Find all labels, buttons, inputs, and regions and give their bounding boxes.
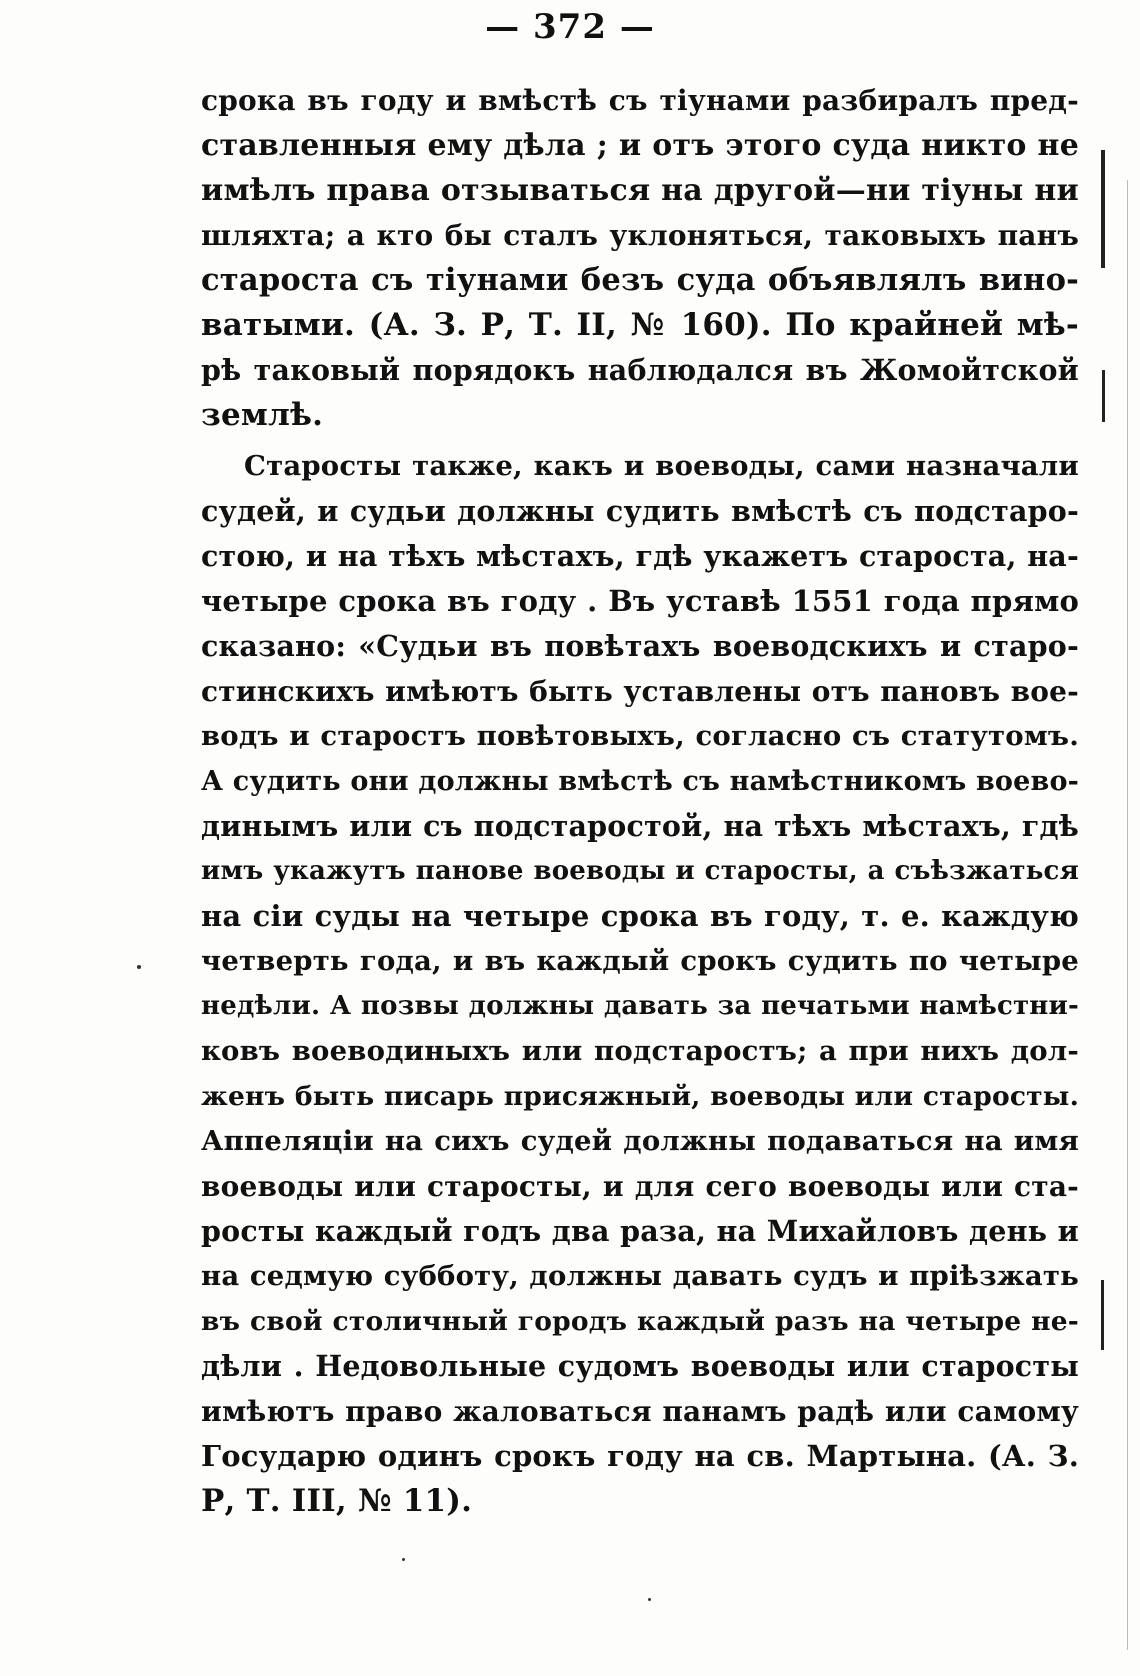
text-line: росты каждый годъ два раза, на Михайловъ день и (201, 1214, 1079, 1248)
margin-rule (1101, 150, 1105, 268)
text-line: сказано: «Судьи въ повѣтахъ воеводскихъ и старо- (201, 629, 1079, 663)
text-line: шляхта; а кто бы сталъ уклоняться, таковыхъ панъ (201, 219, 1079, 252)
text-line: Старосты также, какъ и воеводы, сами назначали (244, 450, 1079, 482)
text-line: въ свой столичный городъ каждый разъ на четыре не- (201, 1306, 1079, 1337)
text-line: ковъ воеводиныхъ или подстаростъ; а при нихъ дол- (201, 1035, 1079, 1067)
text-line: имѣютъ право жаловаться панамъ радѣ или самому (201, 1395, 1079, 1428)
text-line: староста съ тіунами безъ суда объявлялъ вино- (201, 262, 1079, 298)
text-line: имъ укажутъ панове воеводы и старосты, а съѣзжаться (201, 856, 1079, 886)
text-line: на седмую субботу, должны давать судъ и пріѣзжать (201, 1260, 1079, 1292)
margin-rule (1101, 1280, 1104, 1350)
text-line: четверть года, и въ каждый срокъ судить по четыре (201, 945, 1079, 977)
text-line: имѣлъ права отзываться на другой—ни тіуны ни (201, 173, 1079, 208)
text-line: ватыми. (А. З. Р, Т. II, № 160). По крайней мѣ- (201, 307, 1079, 343)
page-number: — 372 — (485, 7, 655, 47)
text-line: дѣли . Недовольные судомъ воеводы или старосты (201, 1349, 1079, 1383)
text-line: ставленныя ему дѣла ; и отъ этого суда никто не (201, 128, 1079, 163)
body-text (201, 78, 1079, 1524)
text-line: на сіи суды на четыре срока въ году, т. е. каждую (201, 899, 1079, 933)
scan-speck (402, 1558, 405, 1561)
margin-rule (1102, 370, 1105, 422)
text-line: судей, и судьи должны судить вмѣстѣ съ подстаро- (201, 494, 1079, 528)
margin-rule (1127, 180, 1128, 1650)
text-line: срока въ году и вмѣстѣ съ тіунами разбиралъ пред- (201, 84, 1079, 117)
text-line: недѣли. А позвы должны давать за печатьми намѣстни- (201, 991, 1079, 1021)
text-line: землѣ. (201, 397, 324, 433)
scan-speck (648, 1598, 651, 1601)
text-line: женъ быть писарь присяжный, воеводы или старосты. (201, 1081, 1079, 1112)
text-line: Аппеляціи на сихъ судей должны подаваться на имя (201, 1125, 1079, 1157)
text-line: Государю одинъ срокъ году на св. Мартына. (А. З. (201, 1439, 1079, 1473)
text-line: рѣ таковый порядокъ наблюдался въ Жомойтской (201, 353, 1079, 387)
text-line: водъ и старостъ повѣтовыхъ, согласно съ статутомъ. (201, 720, 1079, 752)
text-line: А судить они должны вмѣстѣ съ намѣстникомъ воево- (201, 766, 1080, 797)
text-line: четыре срока въ году . Въ уставѣ 1551 года прямо (201, 584, 1079, 618)
text-line: стинскихъ имѣютъ быть уставлены отъ пановъ вое- (201, 675, 1079, 708)
text-line: воеводы или старосты, и для сего воеводы или ста- (201, 1170, 1079, 1203)
text-line: стою, и на тѣхъ мѣстахъ, гдѣ укажетъ староста, на- (201, 539, 1079, 573)
scan-speck (137, 965, 141, 969)
text-line: Р, Т. III, № 11). (201, 1483, 473, 1519)
text-line: динымъ или съ подстаростой, на тѣхъ мѣстахъ, гдѣ (201, 809, 1079, 843)
